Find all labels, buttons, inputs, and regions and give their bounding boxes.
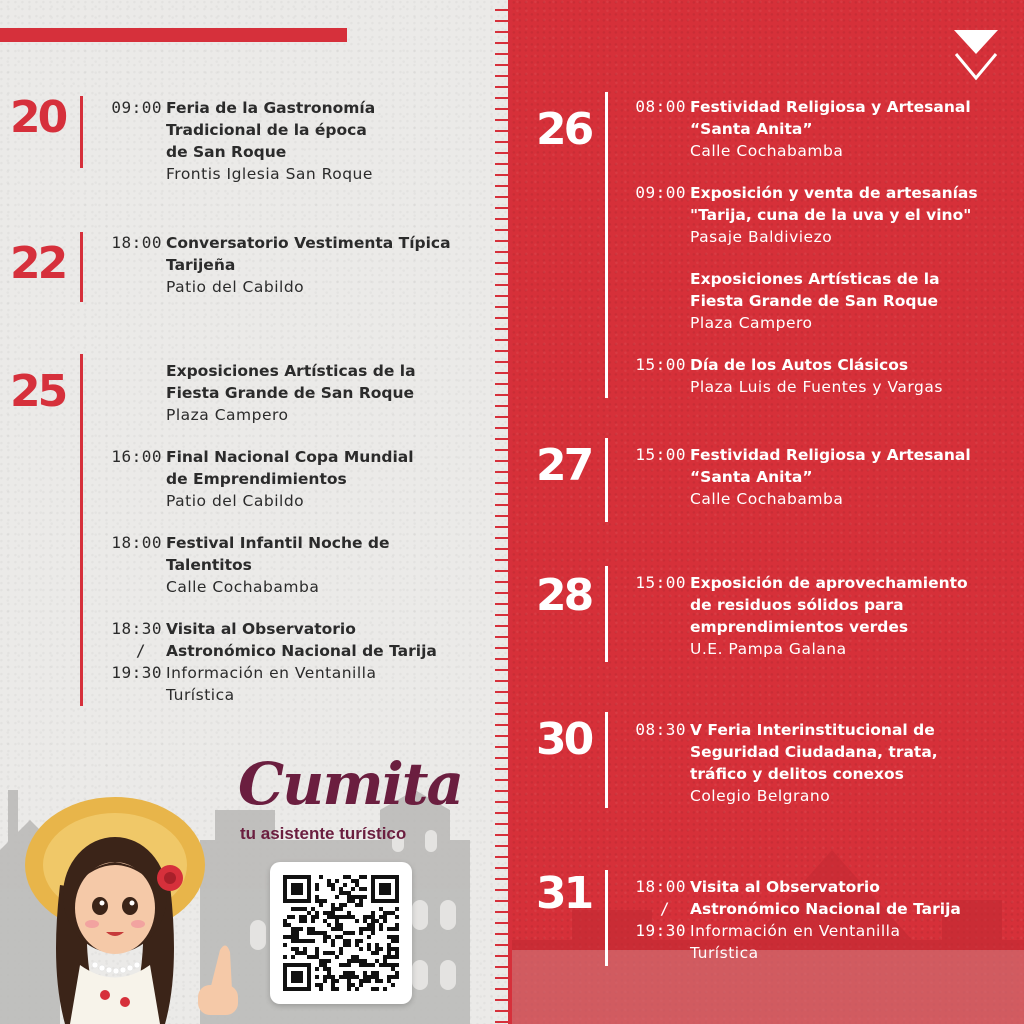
day-number: 31 (536, 868, 592, 919)
qr-code-card[interactable] (270, 862, 412, 1004)
day-divider (80, 354, 83, 706)
event-place: Calle Cochabamba (166, 578, 320, 596)
ruler-edge (508, 0, 512, 1024)
event-title: Visita al Observatorio (166, 620, 356, 638)
event-title: Conversatorio Vestimenta Típica (166, 234, 451, 252)
day-number: 28 (536, 570, 592, 621)
event-title: Talentitos (166, 556, 252, 574)
day-divider (605, 438, 608, 522)
event-place: Frontis Iglesia San Roque (166, 165, 373, 183)
event-place: Calle Cochabamba (690, 142, 844, 160)
event-title: Exposiciones Artísticas de la (166, 362, 416, 380)
brand-logo (238, 750, 463, 855)
event-place: Plaza Luis de Fuentes y Vargas (690, 378, 943, 396)
event-title: Feria de la Gastronomía (166, 99, 376, 117)
event-place: Patio del Cabildo (166, 492, 305, 510)
event-place: U.E. Pampa Galana (690, 640, 847, 658)
event-title: Visita al Observatorio (690, 878, 880, 896)
event-title: Seguridad Ciudadana, trata, (690, 743, 938, 761)
event-title: “Santa Anita” (690, 468, 813, 486)
event-place: Turística (166, 686, 235, 704)
event-place: Plaza Campero (690, 314, 813, 332)
qr-code-icon (270, 862, 412, 1004)
top-accent-bar (0, 28, 347, 42)
day-divider (605, 712, 608, 808)
day-divider (605, 92, 608, 398)
event-title: tráfico y delitos conexos (690, 765, 904, 783)
event-place: Patio del Cabildo (166, 278, 305, 296)
event-title: Fiesta Grande de San Roque (166, 384, 415, 402)
event-title: Final Nacional Copa Mundial (166, 448, 414, 466)
event-place: Plaza Campero (166, 406, 289, 424)
event-title: Festival Infantil Noche de (166, 534, 390, 552)
chevron-down-icon[interactable] (952, 28, 1000, 82)
day-number: 30 (536, 714, 592, 765)
event-place: Colegio Belgrano (690, 787, 831, 805)
day-number: 25 (10, 366, 66, 417)
event-title: Día de los Autos Clásicos (690, 356, 909, 374)
event-title: Astronómico Nacional de Tarija (690, 900, 961, 918)
mascot-girl-illustration (20, 790, 250, 1024)
day-divider (80, 232, 83, 302)
event-title: Exposición de aprovechamiento (690, 574, 968, 592)
event-title: “Santa Anita” (690, 120, 813, 138)
day-divider (605, 870, 608, 966)
event-title: Exposiciones Artísticas de la (690, 270, 940, 288)
day-divider (605, 566, 608, 662)
event-title: de San Roque (166, 143, 287, 161)
event-title: "Tarija, cuna de la uva y el vino" (690, 206, 972, 224)
day-number: 22 (10, 238, 66, 289)
day-number: 26 (536, 104, 592, 155)
event-place: Información en Ventanilla (690, 922, 901, 940)
brand-subtitle: tu asistente turístico (240, 824, 407, 843)
event-title: Tradicional de la época (166, 121, 367, 139)
event-title: Festividad Religiosa y Artesanal (690, 446, 971, 464)
day-divider (80, 96, 83, 168)
event-place: Pasaje Baldiviezo (690, 228, 833, 246)
event-title: de residuos sólidos para (690, 596, 904, 614)
day-number: 27 (536, 440, 592, 491)
event-title: V Feria Interinstitucional de (690, 721, 935, 739)
event-place: Turística (690, 944, 759, 962)
event-title: de Emprendimientos (166, 470, 347, 488)
event-title: Festividad Religiosa y Artesanal (690, 98, 971, 116)
event-title: Fiesta Grande de San Roque (690, 292, 939, 310)
event-title: emprendimientos verdes (690, 618, 909, 636)
event-title: Tarijeña (166, 256, 236, 274)
event-title: Exposición y venta de artesanías (690, 184, 978, 202)
brand-name: Cumita (238, 750, 463, 818)
day-number: 20 (10, 92, 66, 143)
event-title: Astronómico Nacional de Tarija (166, 642, 437, 660)
event-place: Calle Cochabamba (690, 490, 844, 508)
event-place: Información en Ventanilla (166, 664, 377, 682)
